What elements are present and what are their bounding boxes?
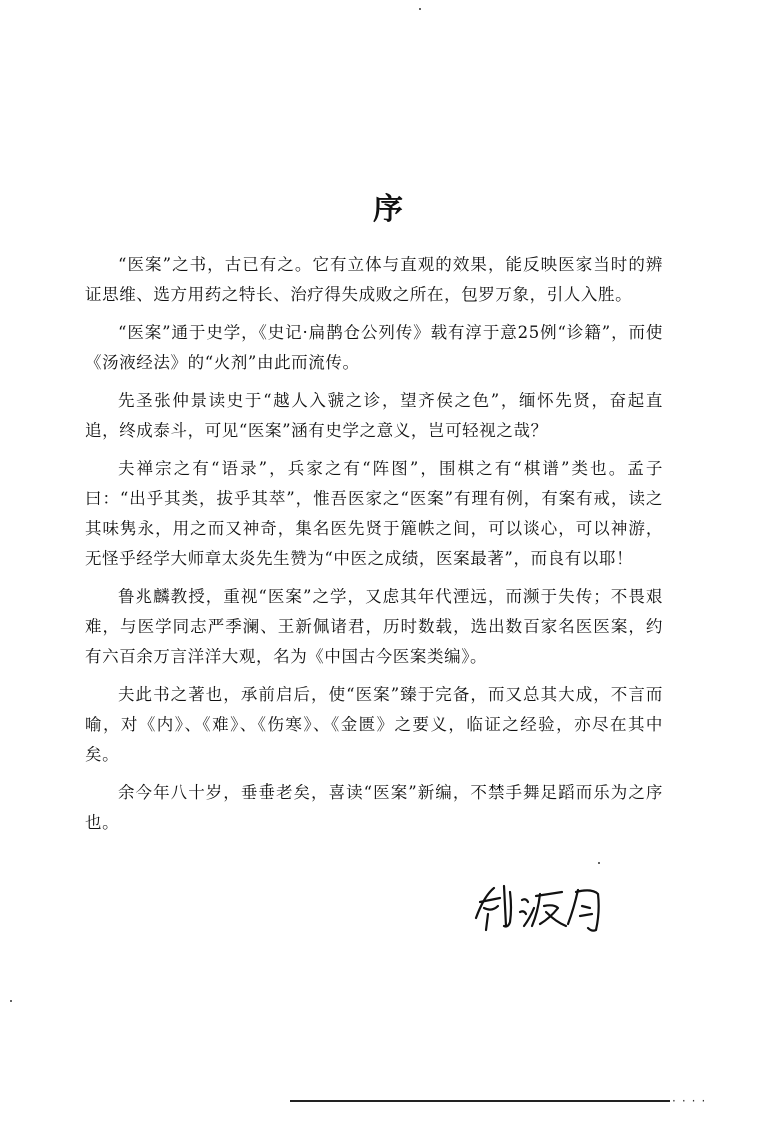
paragraph: “医案”通于史学，《史记·扁鹊仓公列传》载有淳于意25例“诊籍”，而使《汤液经法》的“火剂”由此而流传。 <box>85 323 663 372</box>
paragraph: 夫此书之著也，承前启后，使“医案”臻于完备，而又总其大成，不言而喻，对《内》、《难》、《伤寒》、《金匮》之要义，临证之经验，亦尽在其中矣。 <box>85 685 663 764</box>
preface-body <box>85 250 663 846</box>
paragraph: 余今年八十岁，垂垂老矣，喜读“医案”新编，不禁手舞足蹈而乐为之序也。 <box>85 783 663 832</box>
paragraph: 夫禅宗之有“语录”，兵家之有“阵图”，围棋之有“棋谱”类也。孟子曰：“出乎其类，拔乎其萃”，惟吾医家之“医案”有理有例，有案有戒，读之其味隽永，用之而又神奇，集名医先贤于簏帙之间，可以谈心，可以神游，无怪乎经学大师章太炎先生赞为“中医之成绩，医案最著”，而良有以耶！ <box>85 459 663 568</box>
rule-dots: ···· <box>672 1094 712 1108</box>
scan-speck <box>10 1000 12 1002</box>
paragraph: 先圣张仲景读史于“越人入虢之诊，望齐侯之色”，缅怀先贤，奋起直追，终成泰斗，可见“医案”涵有史学之意义，岂可轻视之哉？ <box>85 391 663 440</box>
scan-speck <box>419 8 421 10</box>
scan-speck <box>598 862 600 864</box>
paragraph: 鲁兆麟教授，重视“医案”之学，又虑其年代湮远，而濒于失传；不畏艰难，与医学同志严季澜、王新佩诸君，历时数载，选出数百家名医医案，约有六百余万言洋洋大观，名为《中国古今医案类编》。 <box>85 587 663 666</box>
handwritten-signature <box>470 878 620 938</box>
paragraph: “医案”之书，古已有之。它有立体与直观的效果，能反映医家当时的辨证思维、选方用药之特长、治疗得失成败之所在，包罗万象，引人入胜。 <box>85 255 663 304</box>
page-title: 序 <box>373 192 405 228</box>
bottom-rule <box>290 1100 670 1102</box>
